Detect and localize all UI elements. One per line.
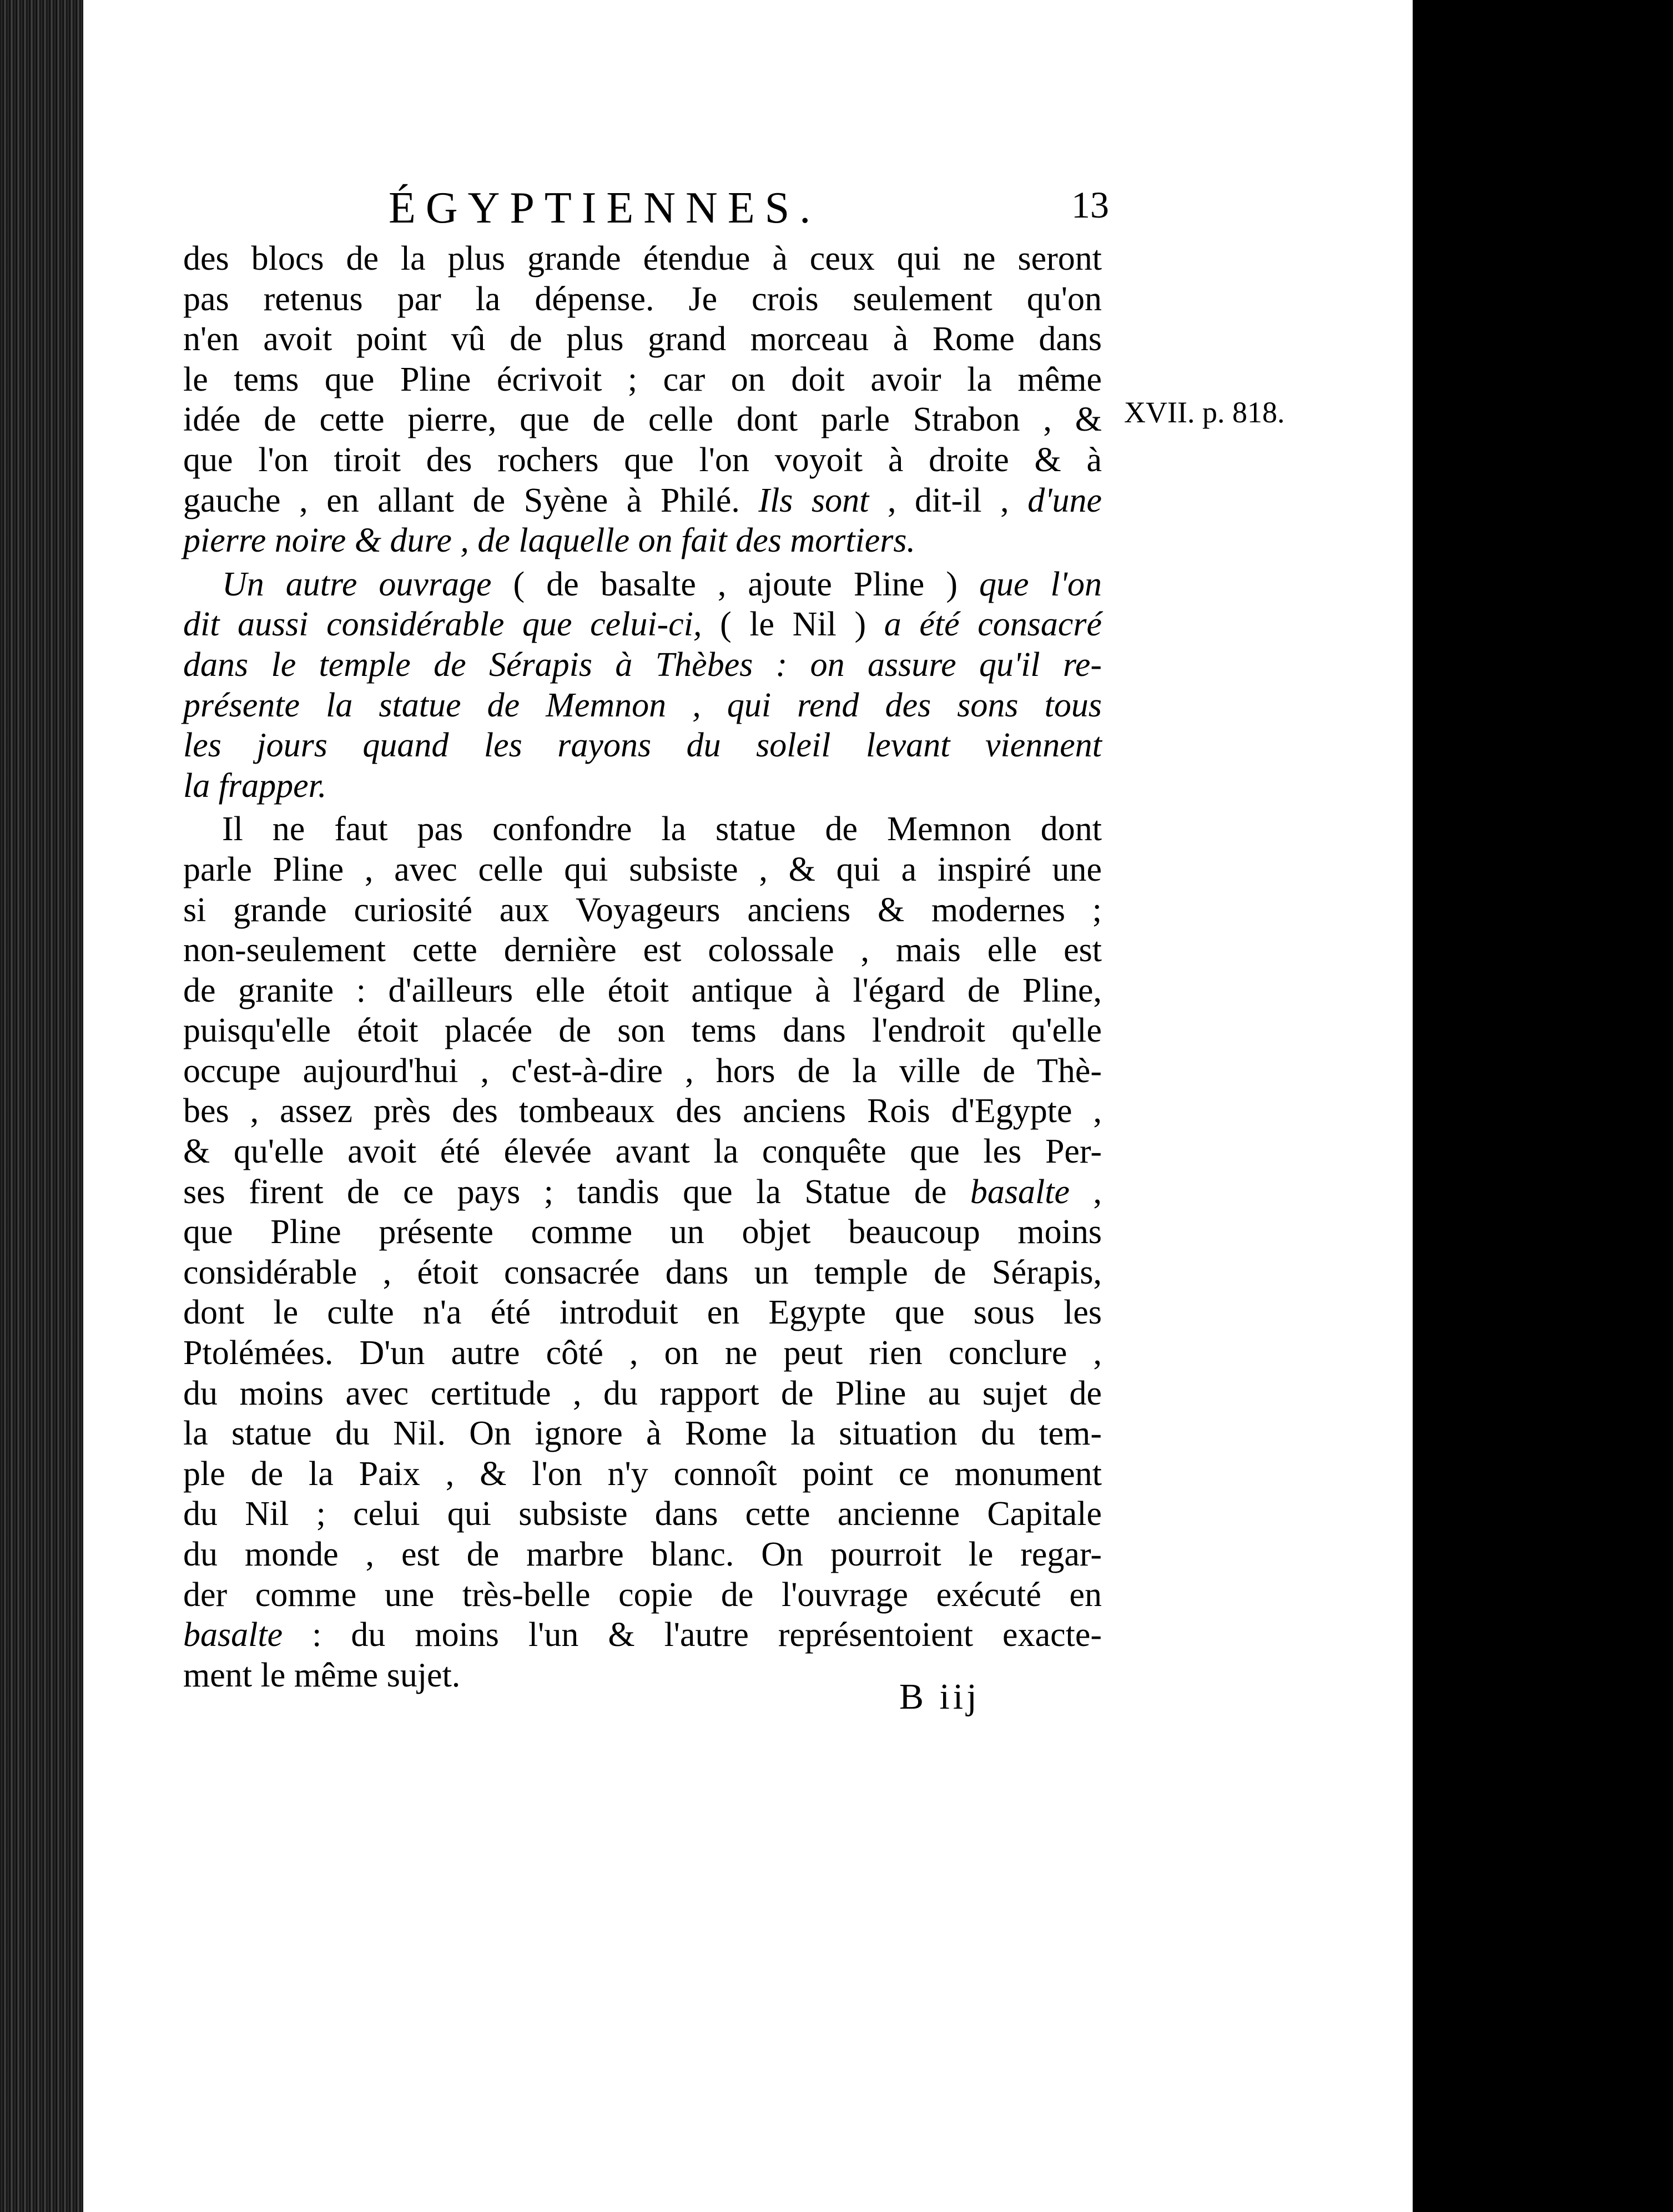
body-text [183, 239, 1102, 1695]
italic-run: basalte [970, 1173, 1070, 1211]
text-run: , [1093, 1173, 1102, 1211]
text-line: idée de cette pierre, que de celle dont parle Strabon , & [183, 401, 1102, 439]
text-line: occupe aujourd'hui , c'est-à-dire , hors de la ville de Thè- [183, 1052, 1102, 1090]
text-line [183, 481, 1102, 521]
text-line [183, 685, 1102, 726]
text-line: du moins avec certitude , du rapport de Pline au sujet de [183, 1374, 1102, 1412]
text-line: bes , assez près des tombeaux des anciens Rois d'Egypte , [183, 1092, 1102, 1130]
text-run: , dit-il , [887, 481, 1009, 519]
text-line: n'en avoit point vû de plus grand morceau à Rome dans [183, 320, 1102, 358]
book-binding-edge [0, 0, 83, 2212]
text-line: la statue du Nil. On ignore à Rome la situation du tem- [183, 1415, 1102, 1453]
italic-run: Un autre ouvrage [222, 565, 492, 603]
text-run: ( le Nil ) [720, 605, 866, 644]
italic-run: que l'on [979, 565, 1102, 603]
text-line: ple de la Paix , & l'on n'y connoît point ce monument [183, 1455, 1102, 1493]
italic-run: basalte [183, 1616, 283, 1654]
text-line [183, 766, 1102, 806]
text-line [183, 645, 1102, 685]
italic-run: dit aussi considérable que celui-ci, [183, 605, 702, 644]
italic-run: les jours quand les rayons du soleil levant viennent [183, 726, 1102, 765]
margin-reference-note: XVII. p. 818. [1124, 396, 1285, 429]
text-line: puisqu'elle étoit placée de son tems dans l'endroit qu'elle [183, 1012, 1102, 1050]
text-line: parle Pline , avec celle qui subsiste , & qui a inspiré une [183, 850, 1102, 888]
italic-run: pierre noire & dure , de laquelle on fait des mortiers. [183, 522, 916, 560]
text-line [183, 521, 1102, 561]
text-line: Il ne faut pas confondre la statue de Memnon dont [222, 810, 1102, 849]
italic-run: dans le temple de Sérapis à Thèbes : on assure qu'il re- [183, 645, 1102, 684]
text-run: gauche , en allant de Syène à Philé. [183, 481, 740, 519]
text-run: ( de basalte , ajoute Pline ) [513, 565, 958, 603]
text-line [183, 564, 1102, 605]
text-line: non-seulement cette dernière est colossale , mais elle est [183, 931, 1102, 969]
text-line: du monde , est de marbre blanc. On pourroit le regar- [183, 1536, 1102, 1573]
text-line: des blocs de la plus grande étendue à ceux qui ne seront [183, 240, 1102, 277]
text-line: considérable , étoit consacrée dans un temple de Sérapis, [183, 1253, 1102, 1291]
running-title: ÉGYPTIENNES. [389, 184, 821, 233]
text-run: ses firent de ce pays ; tandis que la Statue de [183, 1173, 947, 1211]
italic-run: a été consacré [884, 605, 1102, 644]
text-line: si grande curiosité aux Voyageurs anciens & modernes ; [183, 891, 1102, 929]
text-line [183, 604, 1102, 645]
text-line: pas retenus par la dépense. Je crois seulement qu'on [183, 280, 1102, 318]
text-line: de granite : d'ailleurs elle étoit antique à l'égard de Pline, [183, 971, 1102, 1009]
text-line: Ptolémées. D'un autre côté , on ne peut rien conclure , [183, 1334, 1102, 1372]
text-line: dont le culte n'a été introduit en Egypte que sous les [183, 1294, 1102, 1332]
text-run: : du moins l'un & l'autre représentoient exacte- [312, 1616, 1102, 1654]
text-line: du Nil ; celui qui subsiste dans cette ancienne Capitale [183, 1495, 1102, 1533]
text-line [183, 725, 1102, 766]
text-line [183, 1615, 1102, 1655]
text-line: & qu'elle avoit été élevée avant la conquête que les Per- [183, 1133, 1102, 1171]
italic-run: d'une [1027, 481, 1102, 519]
text-line: ment le même sujet. [183, 1656, 461, 1694]
text-line [183, 1172, 1102, 1213]
text-line: que l'on tiroit des rochers que l'on voyoit à droite & à [183, 441, 1102, 479]
text-line: der comme une très-belle copie de l'ouvrage exécuté en [183, 1575, 1102, 1614]
italic-run: Ils sont [758, 481, 869, 519]
signature-mark: B iij [899, 1676, 980, 1717]
italic-run: la frapper. [183, 766, 327, 805]
scan-background [1413, 0, 1673, 2212]
italic-run: présente la statue de Memnon , qui rend des sons tous [183, 686, 1102, 724]
page-number: 13 [1071, 184, 1109, 226]
text-line: le tems que Pline écrivoit ; car on doit avoir la même [183, 360, 1102, 398]
text-line: que Pline présente comme un objet beaucoup moins [183, 1213, 1102, 1251]
